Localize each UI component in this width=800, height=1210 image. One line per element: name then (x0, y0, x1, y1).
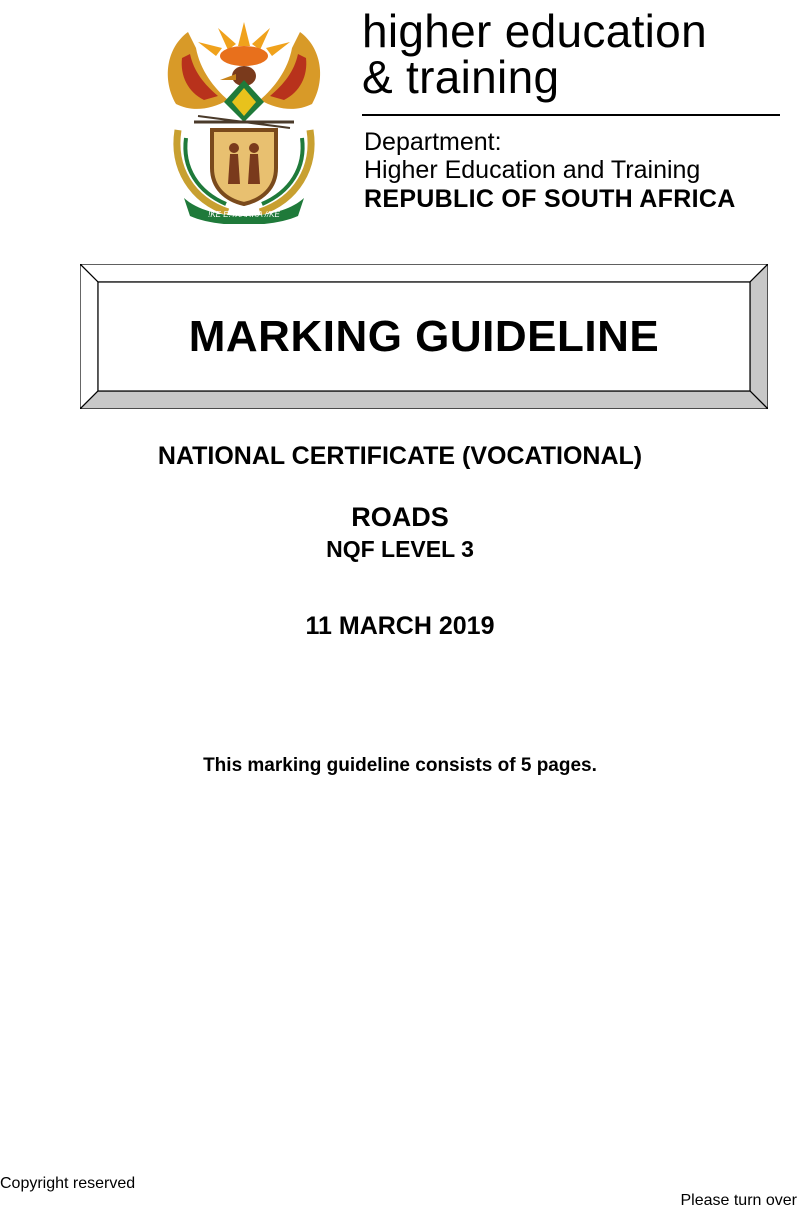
emblem-motto: !KE E: /XARRA //KE (208, 210, 280, 219)
department-branding (362, 5, 782, 213)
qualification-name: NATIONAL CERTIFICATE (VOCATIONAL) (157, 442, 643, 470)
copyright-notice: Copyright reserved (0, 1175, 136, 1192)
title-frame (80, 264, 768, 409)
page-count-note: This marking guideline consists of 5 pages. (203, 755, 597, 776)
brand-line-1: higher education (362, 5, 707, 57)
department-name: Higher Education and Training (364, 156, 701, 184)
document-title: MARKING GUIDELINE (188, 311, 660, 361)
brand-line-2: & training (362, 51, 560, 103)
nqf-level: NQF LEVEL 3 (326, 536, 474, 562)
subject-name: ROADS (351, 502, 449, 532)
department-label: Department: (364, 128, 502, 156)
country-name: REPUBLIC OF SOUTH AFRICA (364, 185, 736, 213)
exam-date: 11 MARCH 2019 (305, 612, 495, 640)
brand-divider (362, 114, 780, 116)
coat-of-arms-icon (158, 18, 330, 224)
turn-over-notice: Please turn over (680, 1192, 797, 1209)
